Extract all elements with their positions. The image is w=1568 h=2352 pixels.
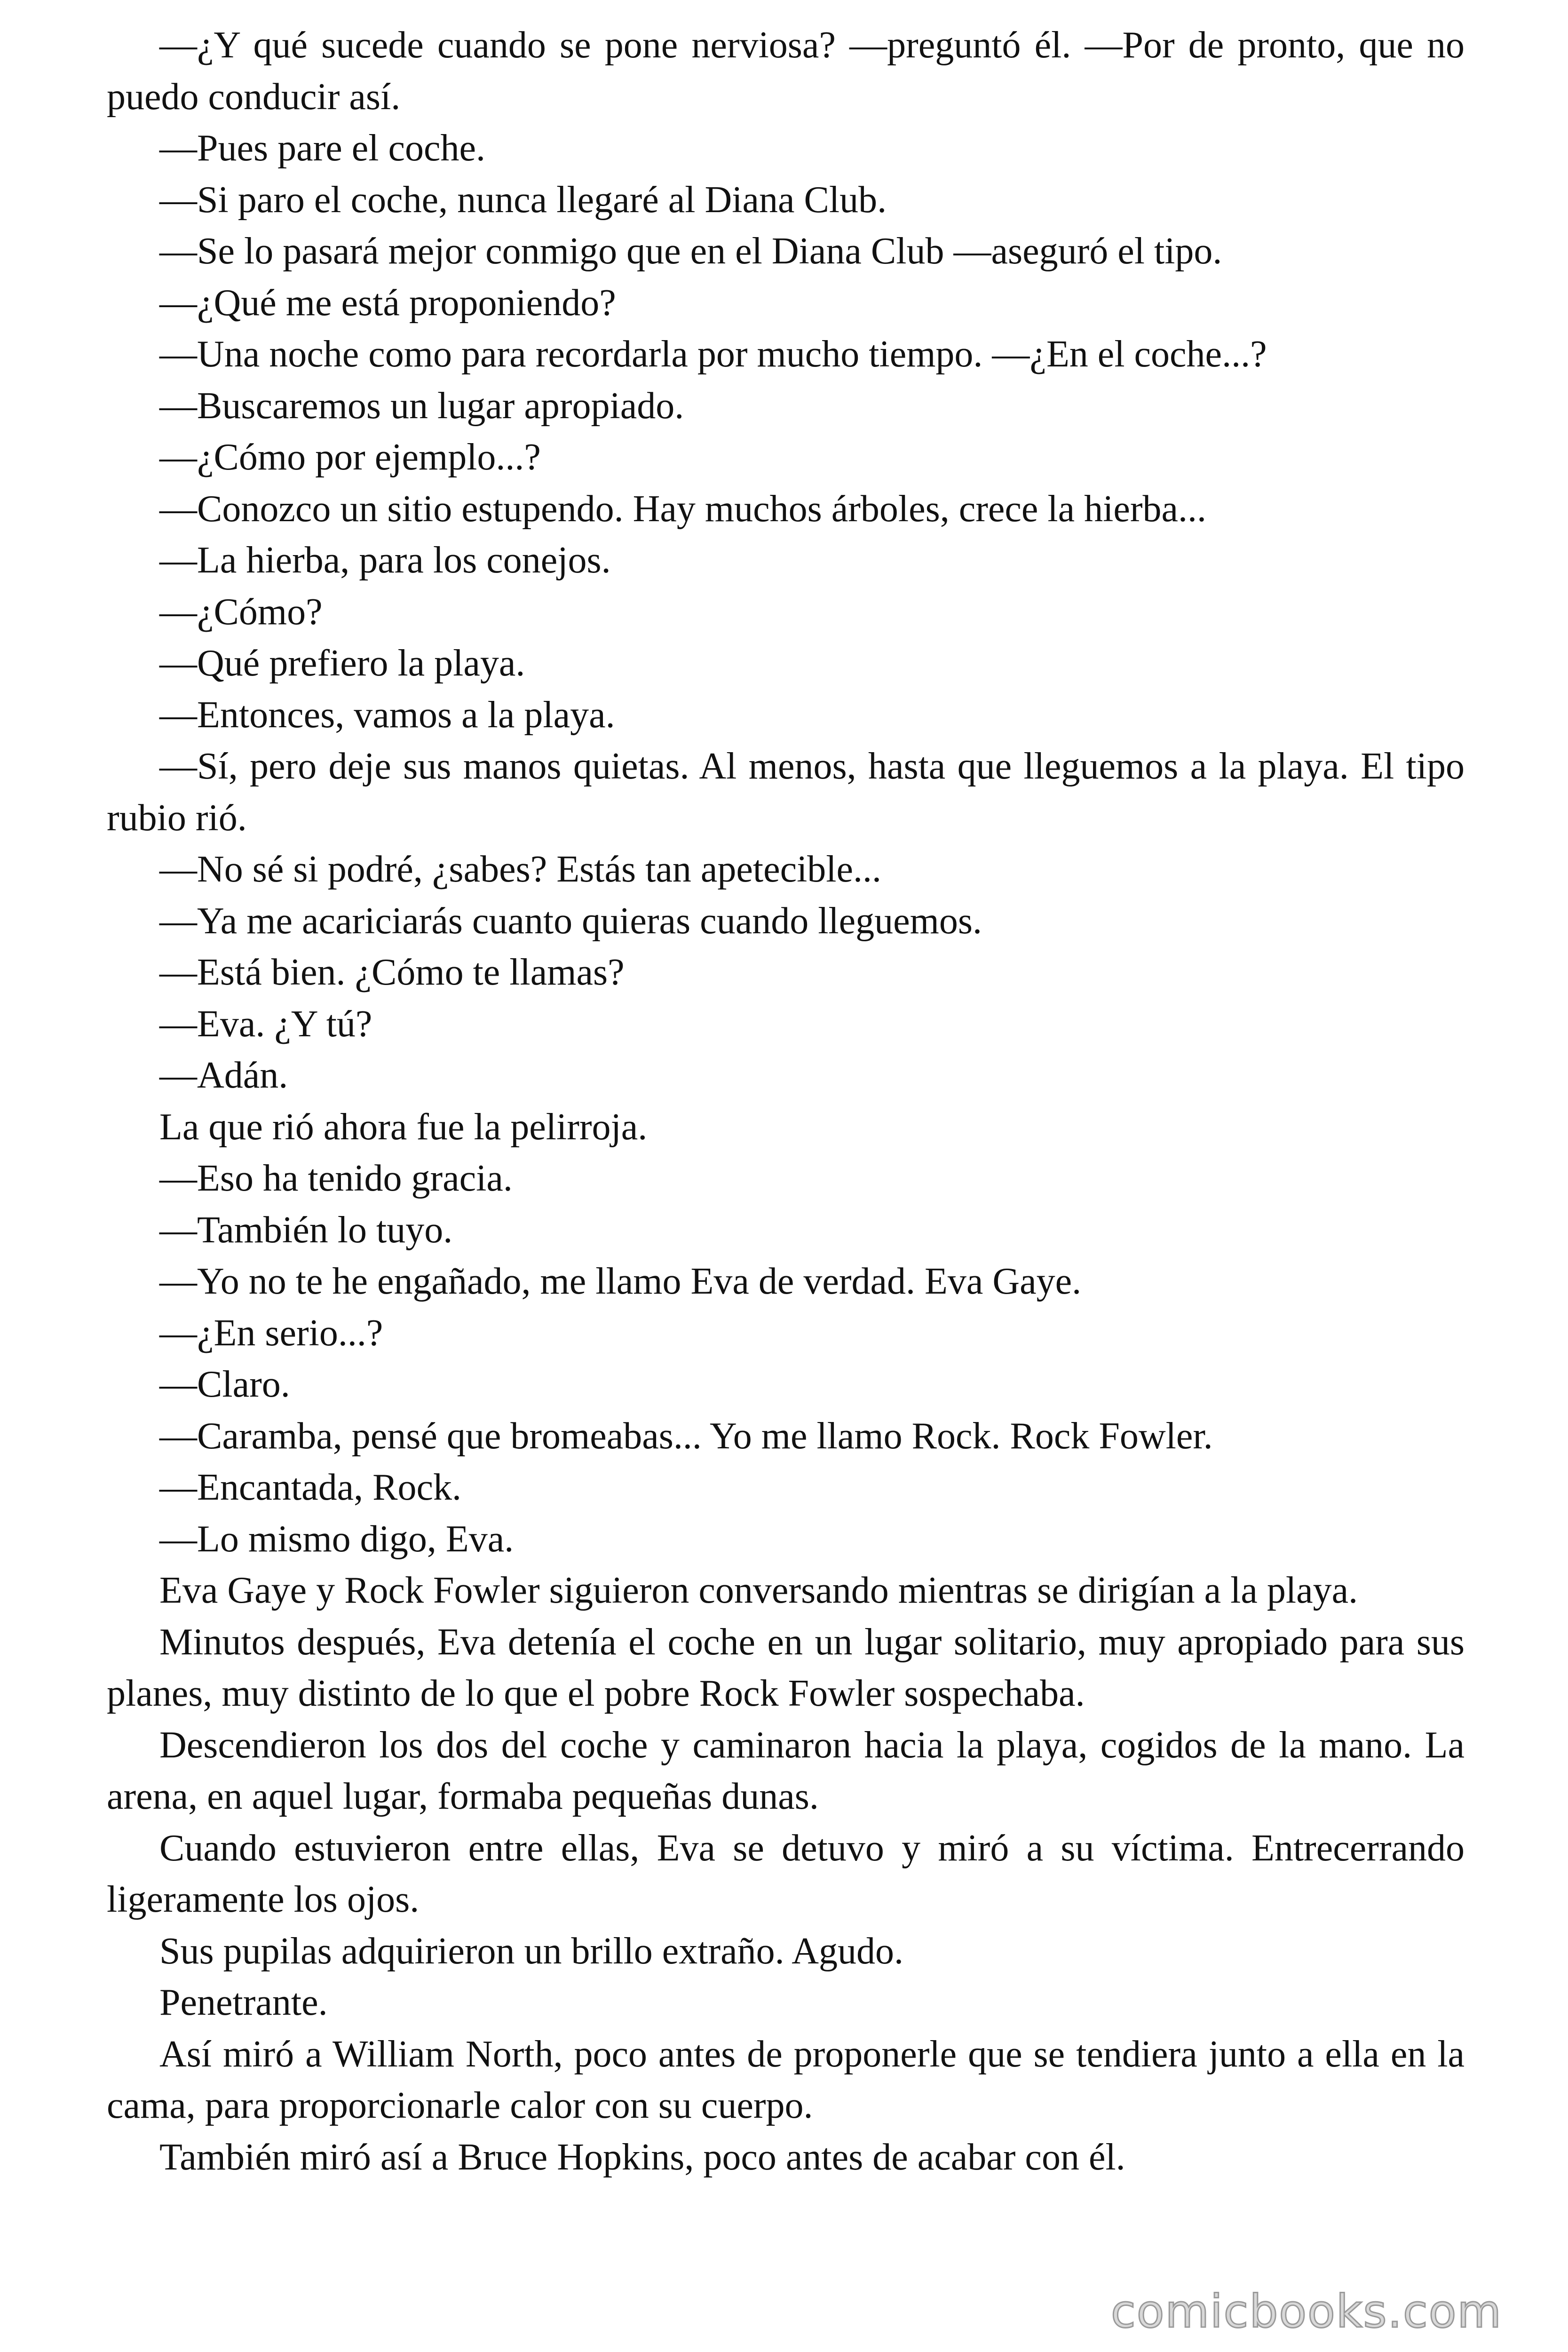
paragraph: Sus pupilas adquirieron un brillo extraño. Agudo.	[159, 1930, 904, 1972]
paragraph: —Está bien. ¿Cómo te llamas?	[159, 952, 625, 993]
paragraph: Eva Gaye y Rock Fowler siguieron conversando mientras se dirigían a la playa.	[159, 1570, 1358, 1611]
paragraph: —No sé si podré, ¿sabes? Estás tan apetecible...	[159, 849, 882, 890]
paragraph: —Buscaremos un lugar apropiado.	[159, 385, 684, 427]
paragraph: —Adán.	[159, 1055, 288, 1096]
paragraph: —¿Y qué sucede cuando se pone nerviosa? —preguntó él. —Por de pronto, que no puedo conducir así.	[107, 24, 1465, 118]
paragraph: —La hierba, para los conejos.	[159, 540, 611, 581]
paragraph: —Pues pare el coche.	[159, 127, 486, 169]
paragraph: —Yo no te he engañado, me llamo Eva de verdad. Eva Gaye.	[159, 1261, 1082, 1302]
paragraph: Descendieron los dos del coche y caminaron hacia la playa, cogidos de la mano. La arena, en aquel lugar, formaba pequeñas dunas.	[107, 1724, 1465, 1817]
paragraph: —Conozco un sitio estupendo. Hay muchos árboles, crece la hierba...	[159, 488, 1207, 530]
paragraph: La que rió ahora fue la pelirroja.	[159, 1106, 648, 1148]
paragraph: —Qué prefiero la playa.	[159, 643, 525, 684]
paragraph: —Si paro el coche, nunca llegaré al Diana Club.	[159, 179, 887, 221]
paragraph: —Entonces, vamos a la playa.	[159, 694, 615, 736]
paragraph: —Claro.	[159, 1364, 290, 1405]
paragraph: —Caramba, pensé que bromeabas... Yo me llamo Rock. Rock Fowler.	[159, 1415, 1213, 1457]
paragraph: —Sí, pero deje sus manos quietas. Al menos, hasta que lleguemos a la playa. El tipo rubio rió.	[107, 746, 1465, 839]
paragraph: —¿Cómo?	[159, 591, 323, 633]
paragraph: —Eso ha tenido gracia.	[159, 1158, 513, 1199]
paragraph: —Ya me acariciarás cuanto quieras cuando lleguemos.	[159, 900, 982, 942]
paragraph: —Lo mismo digo, Eva.	[159, 1518, 514, 1560]
paragraph: —Encantada, Rock.	[159, 1467, 461, 1508]
paragraph: —¿En serio...?	[159, 1312, 383, 1354]
page-body	[107, 20, 1465, 2183]
paragraph: —¿Qué me está proponiendo?	[159, 282, 616, 324]
paragraph: Cuando estuvieron entre ellas, Eva se detuvo y miró a su víctima. Entrecerrando ligeramente los ojos.	[107, 1827, 1465, 1920]
paragraph: —Eva. ¿Y tú?	[159, 1003, 372, 1045]
paragraph: También miró así a Bruce Hopkins, poco antes de acabar con él.	[159, 2136, 1125, 2178]
paragraph: —¿Cómo por ejemplo...?	[159, 437, 541, 478]
watermark-text: comicbooks.com	[1110, 2285, 1502, 2338]
paragraph: —También lo tuyo.	[159, 1209, 453, 1251]
paragraph: —Una noche como para recordarla por mucho tiempo. —¿En el coche...?	[159, 334, 1267, 375]
paragraph: Así miró a William North, poco antes de proponerle que se tendiera junto a ella en la cama, para proporcionarle calor con su cuerpo.	[107, 2033, 1465, 2126]
paragraph: Minutos después, Eva detenía el coche en un lugar solitario, muy apropiado para sus planes, muy distinto de lo que el pobre Rock Fowler sospechaba.	[107, 1621, 1465, 1714]
paragraph: —Se lo pasará mejor conmigo que en el Diana Club —aseguró el tipo.	[159, 230, 1222, 272]
paragraph: Penetrante.	[159, 1982, 328, 2023]
